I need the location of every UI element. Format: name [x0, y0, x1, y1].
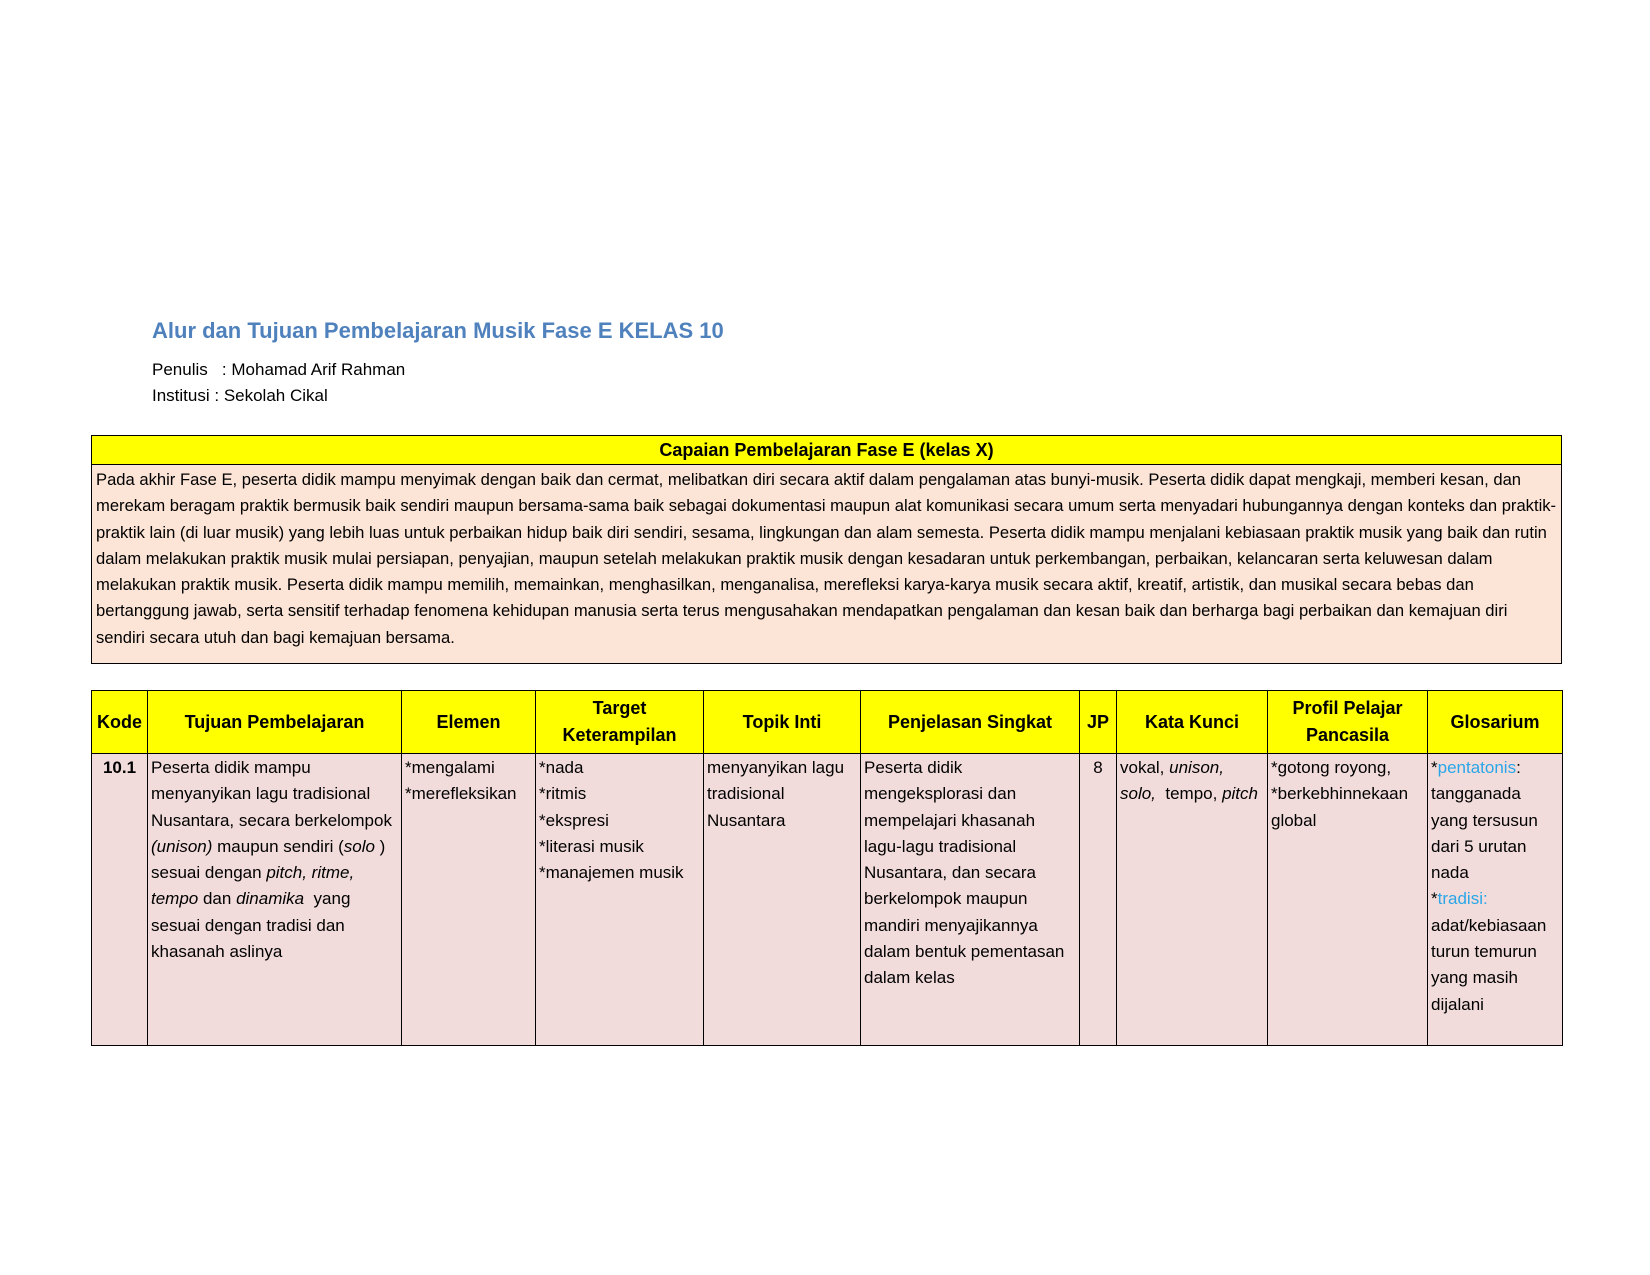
cell-profil	[1268, 754, 1428, 1046]
header-profil	[1268, 691, 1428, 754]
list-item: *gotong royong,	[1271, 758, 1392, 777]
keyword-text: tempo,	[1155, 784, 1223, 804]
institution-name: Sekolah Cikal	[223, 386, 328, 405]
cell-glosarium	[1428, 754, 1563, 1046]
glossary-bullet: *	[1431, 758, 1438, 777]
table-header-row	[92, 691, 1563, 754]
header-target-line2: Keterampilan	[562, 725, 677, 745]
list-item: *merefleksikan	[405, 784, 517, 804]
list-item: *berkebhinnekaan global	[1271, 784, 1409, 830]
tujuan-text: ) sesuai dengan	[151, 836, 386, 883]
glossary-colon: :	[1516, 758, 1521, 777]
keyword-text: vokal,	[1120, 758, 1170, 777]
list-item: *nada	[539, 758, 584, 777]
keyword-italic: unison,	[1169, 758, 1224, 777]
header-profil-line2: Pancasila	[1305, 725, 1390, 745]
learning-objectives-table	[91, 690, 1563, 1046]
keyword-italic: solo,	[1120, 784, 1156, 804]
table-row	[92, 754, 1563, 1046]
header-elemen: Elemen	[402, 691, 536, 754]
capaian-pembelajaran-box	[91, 435, 1562, 664]
cell-kode: 10.1	[92, 754, 148, 1046]
header-kode: Kode	[92, 691, 148, 754]
tujuan-text: maupun sendiri (	[212, 836, 344, 856]
tujuan-italic: (unison)	[151, 836, 213, 856]
glossary-definition: adat/kebiasaan turun temurun yang masih dijalani	[1431, 915, 1547, 1014]
list-item: *mengalami	[405, 758, 495, 777]
header-topik: Topik Inti	[704, 691, 861, 754]
institution-separator: :	[209, 386, 224, 405]
glossary-term: tradisi:	[1437, 889, 1488, 909]
author-name: Mohamad Arif Rahman	[231, 360, 406, 379]
header-jp: JP	[1080, 691, 1117, 754]
header-tujuan: Tujuan Pembelajaran	[148, 691, 402, 754]
header-glosarium: Glosarium	[1428, 691, 1563, 754]
tujuan-italic: pitch, ritme, tempo	[151, 863, 355, 909]
institution-line	[152, 386, 328, 406]
glossary-bullet: *	[1431, 889, 1438, 909]
list-item: *ritmis	[539, 784, 587, 804]
tujuan-text: yang sesuai dengan tradisi dan khasanah aslinya	[151, 889, 356, 962]
tujuan-text: dan	[198, 889, 237, 909]
cell-penjelasan: Peserta didik mengeksplorasi dan mempelajari khasanah lagu-lagu tradisional Nusantara, dan secara berkelompok maupun mandiri menyajikannya dalam bentuk pementasan dalam kelas	[861, 754, 1080, 1046]
institution-label: Institusi	[152, 386, 210, 405]
list-item: *ekspresi	[539, 810, 609, 830]
glossary-term: pentatonis	[1437, 758, 1517, 777]
cell-topik: menyanyikan lagu tradisional Nusantara	[704, 754, 861, 1046]
keyword-italic: pitch	[1222, 784, 1258, 804]
header-target	[536, 691, 704, 754]
document-title: Alur dan Tujuan Pembelajaran Musik Fase E KELAS 10	[152, 318, 724, 343]
capaian-heading: Capaian Pembelajaran Fase E (kelas X)	[92, 436, 1561, 465]
header-kata-kunci: Kata Kunci	[1117, 691, 1268, 754]
author-separator: :	[207, 360, 232, 379]
cell-kata-kunci	[1117, 754, 1268, 1046]
author-line	[152, 360, 405, 380]
list-item: *literasi musik	[539, 836, 644, 856]
header-profil-line1: Profil Pelajar	[1292, 698, 1403, 718]
cell-tujuan	[148, 754, 402, 1046]
cell-elemen	[402, 754, 536, 1046]
tujuan-italic: solo	[343, 836, 375, 856]
tujuan-text: Peserta didik mampu menyanyikan lagu tradisional Nusantara, secara berkelompok	[151, 758, 392, 830]
list-item: *manajemen musik	[539, 863, 684, 883]
capaian-text: Pada akhir Fase E, peserta didik mampu menyimak dengan baik dan cermat, melibatkan diri secara aktif dalam pengalaman atas bunyi-musik. Peserta didik dapat mengkaji, memberi kesan, dan merekam beragam praktik bermusik baik sendiri maupun bersama-sama baik sebagai dokumentasi maupun alat komunikasi secara umum serta menyadari hubungannya dengan konteks dan praktik-praktik lain (di luar musik) yang lebih luas untuk perbaikan hidup baik diri sendiri, sesama, lingkungan dan alam semesta. Peserta didik mampu menjalani kebiasaan praktik musik yang baik dan rutin dalam melakukan praktik musik mulai persiapan, penyajian, maupun setelah melakukan praktik musik dengan kesadaran untuk perkembangan, perbaikan, kelancaran serta keluwesan dalam melakukan praktik musik. Peserta didik mampu memilih, memainkan, menghasilkan, menganalisa, merefleksi karya-karya musik secara aktif, kreatif, artistik, dan musikal secara bebas dan bertanggung jawab, serta sensitif terhadap fenomena kehidupan manusia serta terus mengusahakan mendapatkan pengalaman dan kesan baik dan berharga bagi perbaikan dan kemajuan diri sendiri secara utuh dan bagi kemajuan bersama.	[96, 470, 1557, 647]
header-target-line1: Target	[592, 698, 647, 718]
glossary-definition: tangganada yang tersusun dari 5 urutan nada	[1431, 784, 1538, 883]
cell-jp: 8	[1080, 754, 1117, 1046]
cell-target	[536, 754, 704, 1046]
tujuan-italic: dinamika	[236, 889, 305, 909]
author-label: Penulis	[152, 360, 208, 379]
header-penjelasan: Penjelasan Singkat	[861, 691, 1080, 754]
